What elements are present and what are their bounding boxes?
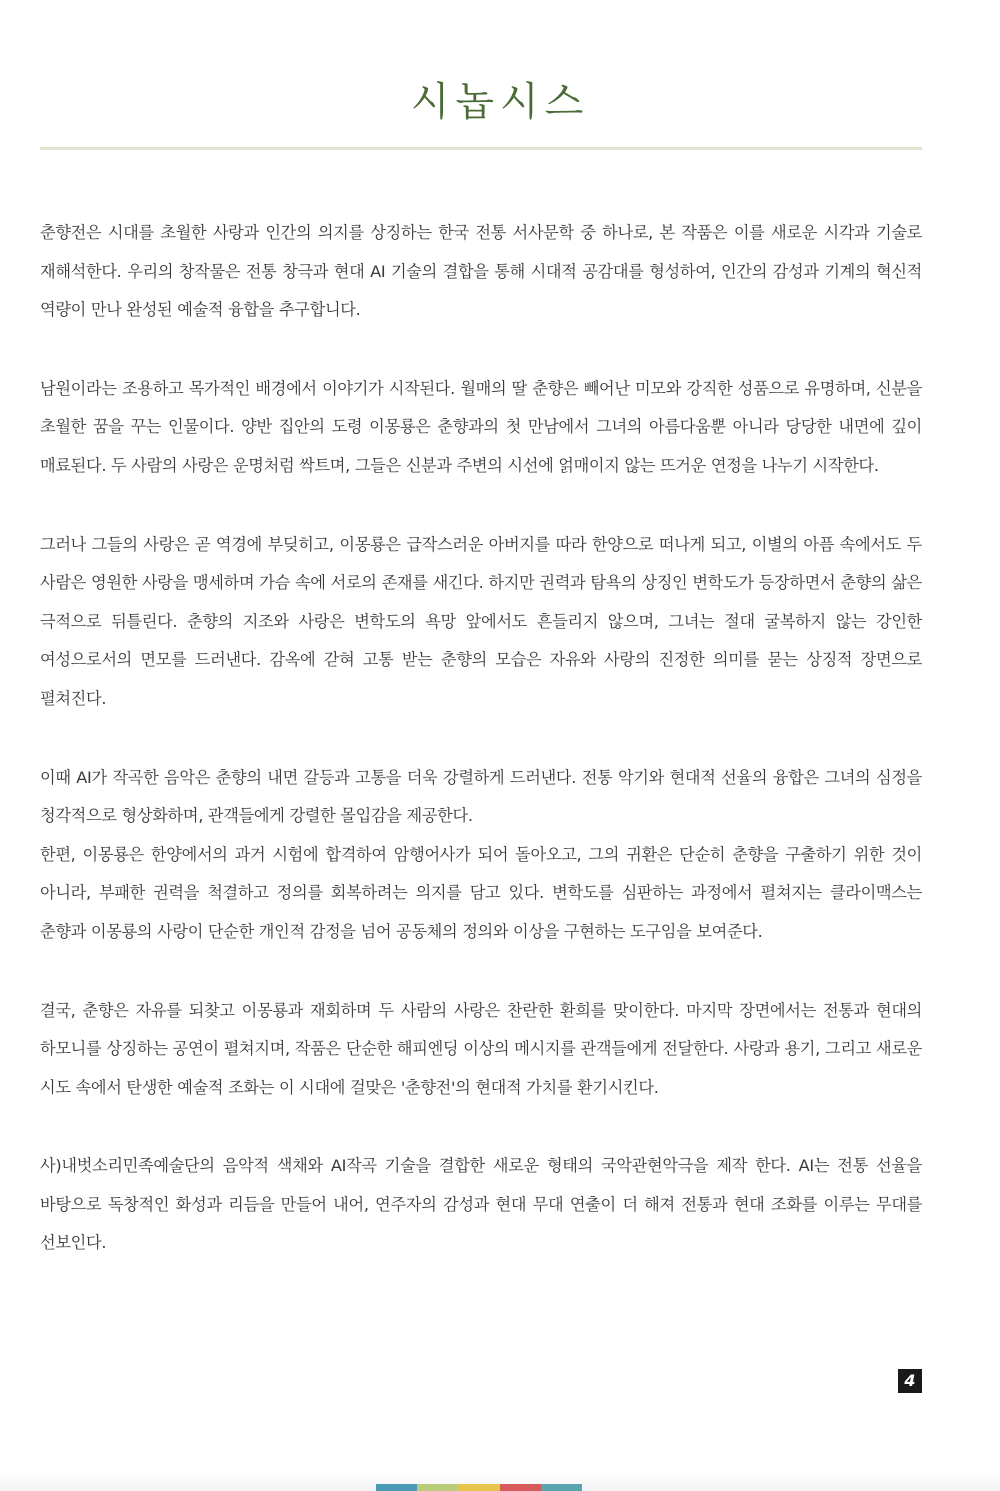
paragraph-intro: 춘향전은 시대를 초월한 사랑과 인간의 의지를 상징하는 한국 전통 서사문학 중 하나로, 본 작품은 이를 새로운 시각과 기술로 재해석한다. 우리의 창작물은 전통 창극과 현대 AI 기술의 결합을 통해 시대적 공감대를 형성하여, 인간의 감성과 기계의 혁신적 역량이 만나 완성된 예술적 융합을 추구합니다. [40,223,922,320]
paragraph-meeting: 남원이라는 조용하고 목가적인 배경에서 이야기가 시작된다. 월매의 딸 춘향은 빼어난 미모와 강직한 성품으로 유명하며, 신분을 초월한 꿈을 꾸는 인물이다. 양반 집안의 도령 이몽룡은 춘향과의 첫 만남에서 그녀의 아름다움뿐 아니라 당당한 내면에 깊이 매료된다. 두 사람의 사랑은 운명처럼 싹트며, 그들은 신분과 주변의 시선에 얽매이지 않는 뜨거운 연정을 나누기 시작한다. [40,378,922,475]
synopsis-body [40,214,922,1303]
paragraph-production: 사)내벗소리민족예술단의 음악적 색채와 AI작곡 기술을 결합한 새로운 형태의 국악관현악극을 제작 한다. AI는 전통 선율을 바탕으로 독창적인 화성과 리듬을 만들어 내어, 연주자의 감성과 현대 무대 연출이 더 해져 전통과 현대 조화를 이루는 무대를 선보인다. [40,1156,922,1253]
color-strip-segment [458,1484,499,1491]
paragraph-ai-music: 이때 AI가 작곡한 음악은 춘향의 내면 갈등과 고통을 더욱 강렬하게 드러낸다. 전통 악기와 현대적 선율의 융합은 그녀의 심정을 청각적으로 형상화하며, 관객들에게 강렬한 몰입감을 제공한다. [40,767,922,826]
color-strip-segment [500,1484,541,1491]
page-number: 4 [898,1369,922,1393]
color-strip-segment [376,1484,417,1491]
paragraph-return: 한편, 이몽룡은 한양에서의 과거 시험에 합격하여 암행어사가 되어 돌아오고, 그의 귀환은 단순히 춘향을 구출하기 위한 것이 아니라, 부패한 권력을 척결하고 정의를 회복하려는 의지를 담고 있다. 변학도를 심판하는 과정에서 펼쳐지는 클라이맥스는 춘향과 이몽룡의 사랑이 단순한 개인적 감정을 넘어 공동체의 정의와 이상을 구현하는 도구임을 보여준다. [40,844,922,941]
color-strip [376,1484,582,1491]
color-strip-segment [417,1484,458,1491]
page-title: 시놉시스 [410,79,590,125]
paragraph-hardship: 그러나 그들의 사랑은 곧 역경에 부딪히고, 이몽룡은 급작스러운 아버지를 따라 한양으로 떠나게 되고, 이별의 아픔 속에서도 두 사람은 영원한 사랑을 맹세하며 가슴 속에 서로의 존재를 새긴다. 하지만 권력과 탐욕의 상징인 변학도가 등장하면서 춘향의 삶은 극적으로 뒤틀린다. 춘향의 지조와 사랑은 변학도의 욕망 앞에서도 흔들리지 않으며, 그녀는 절대 굴복하지 않는 강인한 여성으로서의 면모를 드러낸다. 감옥에 갇혀 고통 받는 춘향의 모습은 자유와 사랑의 진정한 의미를 묻는 상징적 장면으로 펼쳐진다. [40,534,922,708]
paragraph-ending: 결국, 춘향은 자유를 되찾고 이몽룡과 재회하며 두 사람의 사랑은 찬란한 환희를 맞이한다. 마지막 장면에서는 전통과 현대의 하모니를 상징하는 공연이 펼쳐지며, 작품은 단순한 해피엔딩 이상의 메시지를 관객들에게 전달한다. 사랑과 용기, 그리고 새로운 시도 속에서 탄생한 예술적 조화는 이 시대에 걸맞은 '춘향전'의 현대적 가치를 환기시킨다. [40,1000,922,1097]
color-strip-segment [541,1484,582,1491]
title-divider [40,147,922,150]
